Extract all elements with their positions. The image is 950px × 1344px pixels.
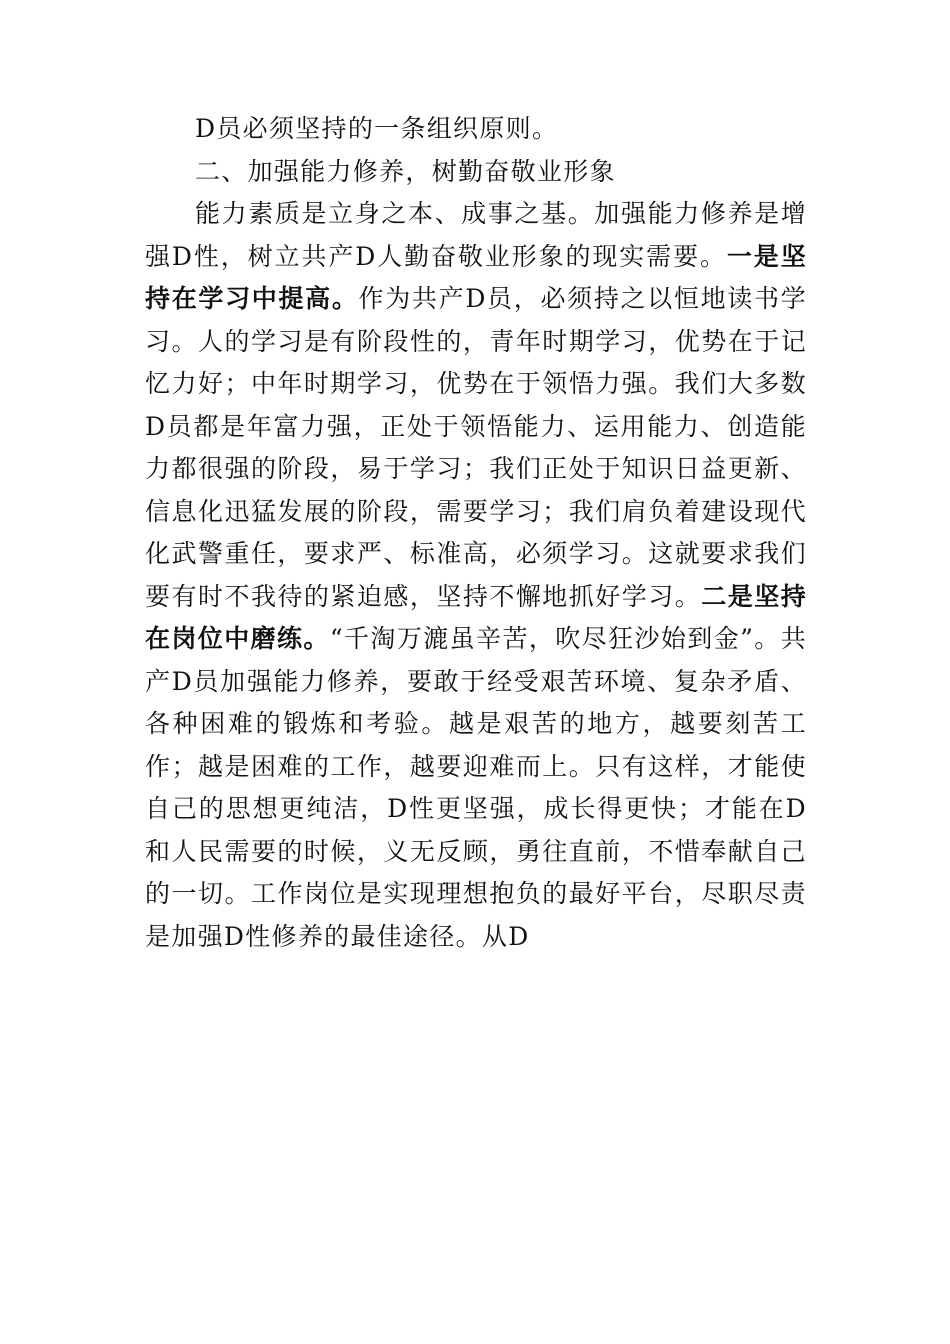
bold-point-1: 一是坚持在学习中提高。 [145, 241, 807, 313]
body-paragraph [145, 193, 807, 958]
section-heading: 二、加强能力修养，树勤奋敬业形象 [195, 156, 616, 186]
paragraph-text-3: “千淘万漉虽辛苦，吹尽狂沙始到金”。共产D员加强能力修养，要敢于经受艰苦环境、复杂矛盾、各种困难的锻炼和考验。越是艰苦的地方，越要刻苦工作；越是困难的工作，越要迎难而上。只有这样，才能使自己的思想更纯洁，D性更坚强，成长得更快；才能在D和人民需要的时候，义无反顾，勇往直前，不惜奉献自己的一切。工作岗位是实现理想抱负的最好平台，尽职尽责是加强D性修养的最佳途径。从D [145, 624, 807, 951]
paragraph-text-2: 作为共产D员，必须持之以恒地读书学习。人的学习是有阶段性的，青年时期学习，优势在于记忆力好；中年时期学习，优势在于领悟力强。我们大多数D员都是年富力强，正处于领悟能力、运用能力、创造能力都很强的阶段，易于学习；我们正处于知识日益更新、信息化迅猛发展的阶段，需要学习；我们肩负着建设现代化武警重任，要求严、标准高，必须学习。这就要求我们要有时不我待的紧迫感，坚持不懈地抓好学习。 [145, 284, 807, 611]
document-body [145, 108, 807, 958]
paragraph-text-1: 能力素质是立身之本、成事之基。加强能力修养是增强D性，树立共产D人勤奋敬业形象的现实需要。 [145, 199, 807, 271]
bold-point-2: 二是坚持在岗位中磨练。 [145, 581, 807, 653]
paragraph-continuation: D员必须坚持的一条组织原则。 [195, 114, 559, 143]
